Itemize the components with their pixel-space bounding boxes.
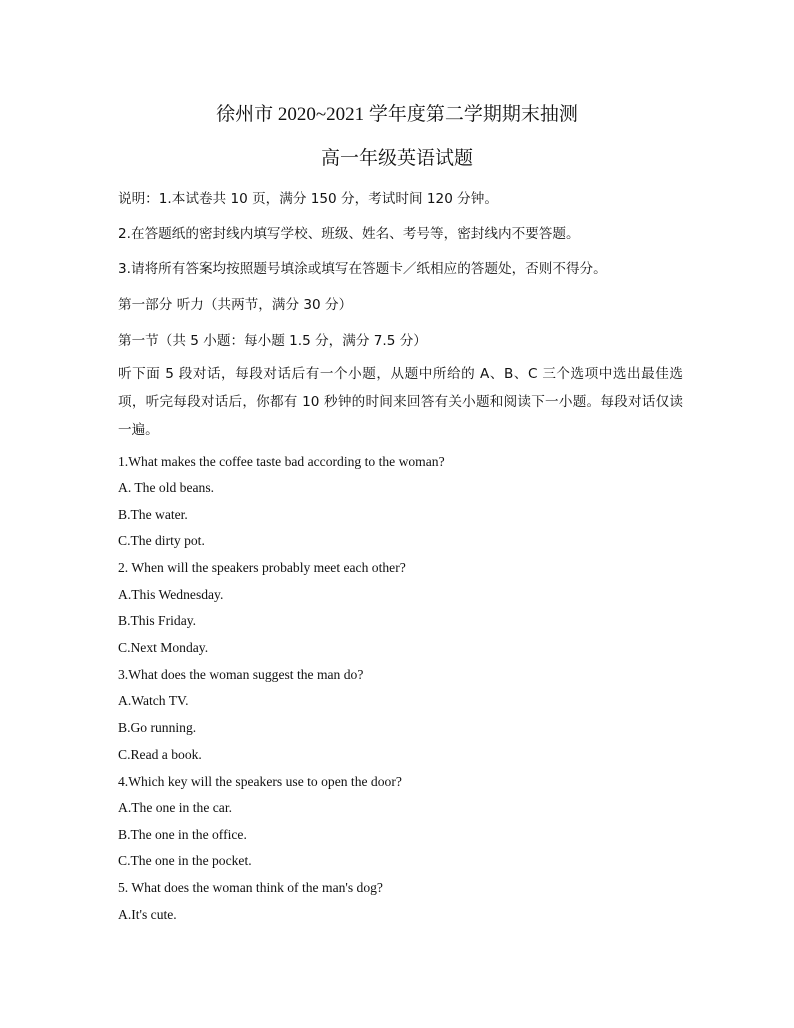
question-1-option-b: B.The water. xyxy=(118,507,188,522)
question-1-option-c: C.The dirty pot. xyxy=(118,533,205,548)
question-2-stem: 2. When will the speakers probably meet each other? xyxy=(118,560,406,575)
question-1-stem: 1.What makes the coffee taste bad according to the woman? xyxy=(118,454,445,469)
instruction-1: 说明：1.本试卷共 10 页，满分 150 分，考试时间 120 分钟。 xyxy=(118,191,498,207)
question-2-option-c: C.Next Monday. xyxy=(118,640,209,655)
question-2-option-b: B.This Friday. xyxy=(118,613,197,628)
question-2-option-a: A.This Wednesday. xyxy=(118,587,224,602)
instruction-2: 2.在答题纸的密封线内填写学校、班级、姓名、考号等，密封线内不要答题。 xyxy=(118,226,580,242)
part-one-heading: 第一部分 听力（共两节，满分 30 分） xyxy=(118,297,353,313)
question-4-stem: 4.Which key will the speakers use to open the door? xyxy=(118,774,402,789)
exam-subtitle: 高一年级英语试题 xyxy=(320,148,473,169)
question-5-stem: 5. What does the woman think of the man's dog? xyxy=(118,880,383,895)
section-one-heading: 第一节（共 5 小题：每小题 1.5 分，满分 7.5 分） xyxy=(118,333,427,349)
question-3-option-a: A.Watch TV. xyxy=(118,693,189,708)
question-4-option-c: C.The one in the pocket. xyxy=(118,853,252,868)
question-1-option-a: A. The old beans. xyxy=(118,480,215,495)
exam-title: 徐州市 2020~2021 学年度第二学期期末抽测 xyxy=(216,104,578,125)
question-3-option-b: B.Go running. xyxy=(118,720,197,735)
instruction-3: 3.请将所有答案均按照题号填涂或填写在答题卡／纸相应的答题处，否则不得分。 xyxy=(118,261,607,277)
question-3-stem: 3.What does the woman suggest the man do? xyxy=(118,667,364,682)
question-4-option-b: B.The one in the office. xyxy=(118,827,247,842)
listening-directions: 听下面 5 段对话，每段对话后有一个小题，从题中所给的 A、B、C 三个选项中选出最佳选项，听完每段对话后，你都有 10 秒钟的时间来回答有关小题和阅读下一小题。每段对话仅读一遍。 xyxy=(118,366,683,438)
question-3-option-c: C.Read a book. xyxy=(118,747,202,762)
question-4-option-a: A.The one in the car. xyxy=(118,800,232,815)
question-5-option-a: A.It's cute. xyxy=(118,907,177,922)
